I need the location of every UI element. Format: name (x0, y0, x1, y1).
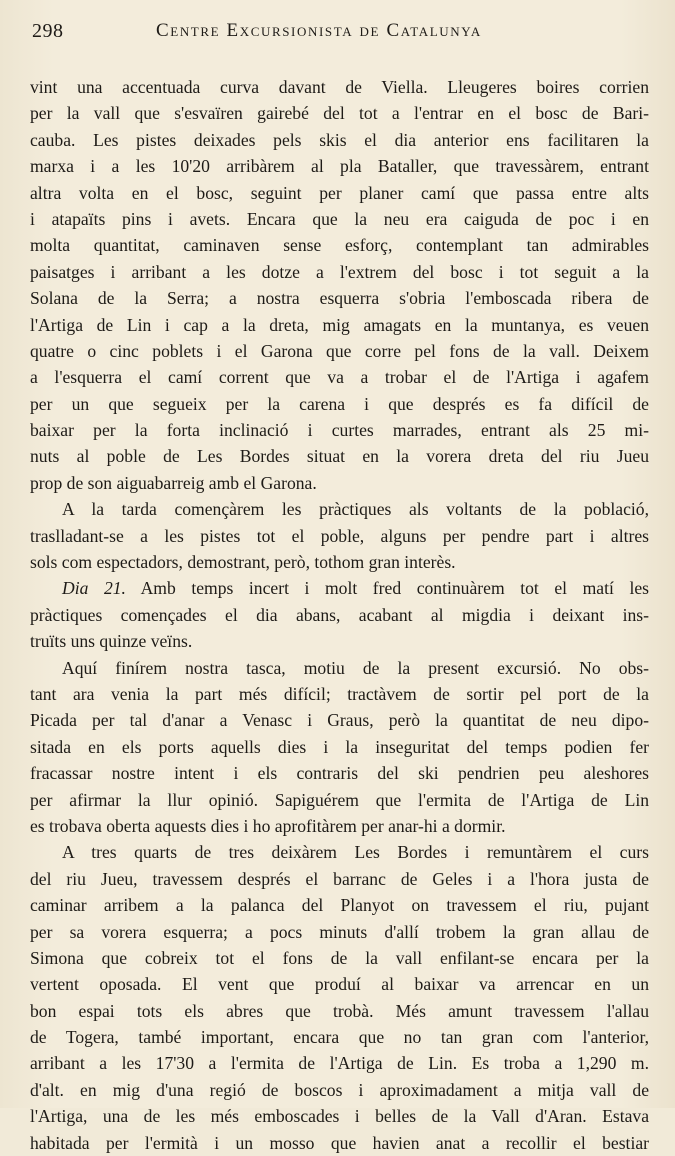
text-line: A la tarda començàrem les pràctiques als voltants de la població, (62, 499, 649, 520)
text-line: l'Artiga de Lin i cap a la dreta, mig amagats en la muntanya, es veuen (30, 314, 649, 335)
text-line: altra volta en el bosc, seguint per planer camí que passa entre alts (30, 182, 649, 203)
page-number: 298 (32, 20, 64, 42)
text-line: paisatges i arribant a les dotze a l'extrem del bosc i tot seguit a la (30, 261, 649, 282)
text-line: cauba. Les pistes deixades pels skis el dia anterior ens facilitaren la (30, 129, 649, 150)
text-line: caminar arribem a la palanca del Planyot on travessem el riu, pujant (30, 895, 649, 916)
text-line: vertent oposada. El vent que produí al baixar va arrencar en un (30, 974, 649, 995)
running-title: Centre Excursionista de Catalunya (156, 20, 482, 41)
text-line: a l'esquerra el camí corrent que va a trobar el de l'Artiga i agafem (30, 367, 649, 388)
text-line: Aquí finírem nostra tasca, motiu de la present excursió. No obs- (62, 657, 649, 678)
text-line: i atapaïts pins i avets. Encara que la neu era caiguda de poc i en (30, 208, 649, 229)
text-line: quatre o cinc poblets i el Garona que corre pel fons de la vall. Deixem (30, 340, 649, 361)
text-line: traslladant-se a les pistes tot el poble, alguns per pendre part i altres (30, 525, 649, 546)
text-line: per afirmar la llur opinió. Sapiguérem que l'ermita de l'Artiga de Lin (30, 789, 649, 810)
text-line: d'alt. en mig d'una regió de boscos i aproximadament a mitja vall de (30, 1079, 649, 1100)
text-line (30, 575, 649, 601)
text-line: Simona que cobreix tot el fons de la vall enfilant-se encara per la (30, 947, 649, 968)
text-line: per la vall que s'esvaïren gairebé del tot a l'entrar en el bosc de Bari- (30, 103, 649, 124)
text-line: bon espai tots els abres que trobà. Més amunt travessem l'allau (30, 1000, 649, 1021)
text-line: per un que segueix per la carena i que després es fa difícil de (30, 393, 649, 414)
dia-label: Dia 21. (62, 578, 126, 599)
page-header (30, 14, 649, 48)
text-line: A tres quarts de tres deixàrem Les Bordes i remuntàrem el curs (62, 842, 649, 863)
text-line: arribant a les 17'30 a l'ermita de l'Artiga de Lin. Es troba a 1,290 m. (30, 1053, 649, 1074)
text-line: tant ara venia la part més difícil; tractàvem de sortir pel port de la (30, 683, 649, 704)
text-line: nuts al poble de Les Bordes situat en la vorera dreta del riu Jueu (30, 446, 649, 467)
text-line: es trobava oberta aquests dies i ho aprofitàrem per anar-hi a dormir. (30, 815, 506, 836)
text-line: vint una accentuada curva davant de Viella. Lleugeres boires corrien (30, 77, 649, 97)
text-line: Solana de la Serra; a nostra esquerra s'obria l'emboscada ribera de (30, 288, 649, 309)
text-line: per sa vorera esquerra; a pocs minuts d'allí trobem la gran allau de (30, 921, 649, 942)
text-line: baixar per la forta inclinació i curtes marrades, entrant als 25 mi- (30, 420, 649, 441)
text-line-rest: Amb temps incert i molt fred continuàrem tot el matí les (140, 578, 649, 599)
text-line: sitada en els ports aquells dies i la inseguritat del temps podien fer (30, 736, 649, 757)
text-line: l'Artiga, una de les més emboscades i belles de la Vall d'Aran. Estava (30, 1106, 649, 1127)
text-line: sols com espectadors, demostrant, però, tothom gran interès. (30, 552, 456, 573)
text-line: molta quantitat, caminaven sense esforç, contemplant tan admirables (30, 235, 649, 256)
body-text (30, 74, 649, 1156)
text-line: del riu Jueu, travessem després el barranc de Geles i a l'hora justa de (30, 868, 649, 889)
text-line: truïts uns quinze veïns. (30, 631, 193, 652)
text-line: de Togera, també important, encara que no tan gran com l'anterior, (30, 1027, 649, 1048)
text-line: fracassar nostre intent i els contraris del ski pendrien peu aleshores (30, 763, 649, 784)
text-line: marxa i a les 10'20 arribàrem al pla Bataller, que travessàrem, entrant (30, 156, 649, 177)
text-line: habitada per l'ermità i un mosso que havien anat a recollir el bestiar (30, 1132, 649, 1153)
text-line: pràctiques començades el dia abans, acabant al migdia i deixant ins- (30, 604, 649, 625)
text-line: prop de son aiguabarreig amb el Garona. (30, 472, 317, 493)
text-line: Picada per tal d'anar a Venasc i Graus, però la quantitat de neu dipo- (30, 710, 649, 731)
